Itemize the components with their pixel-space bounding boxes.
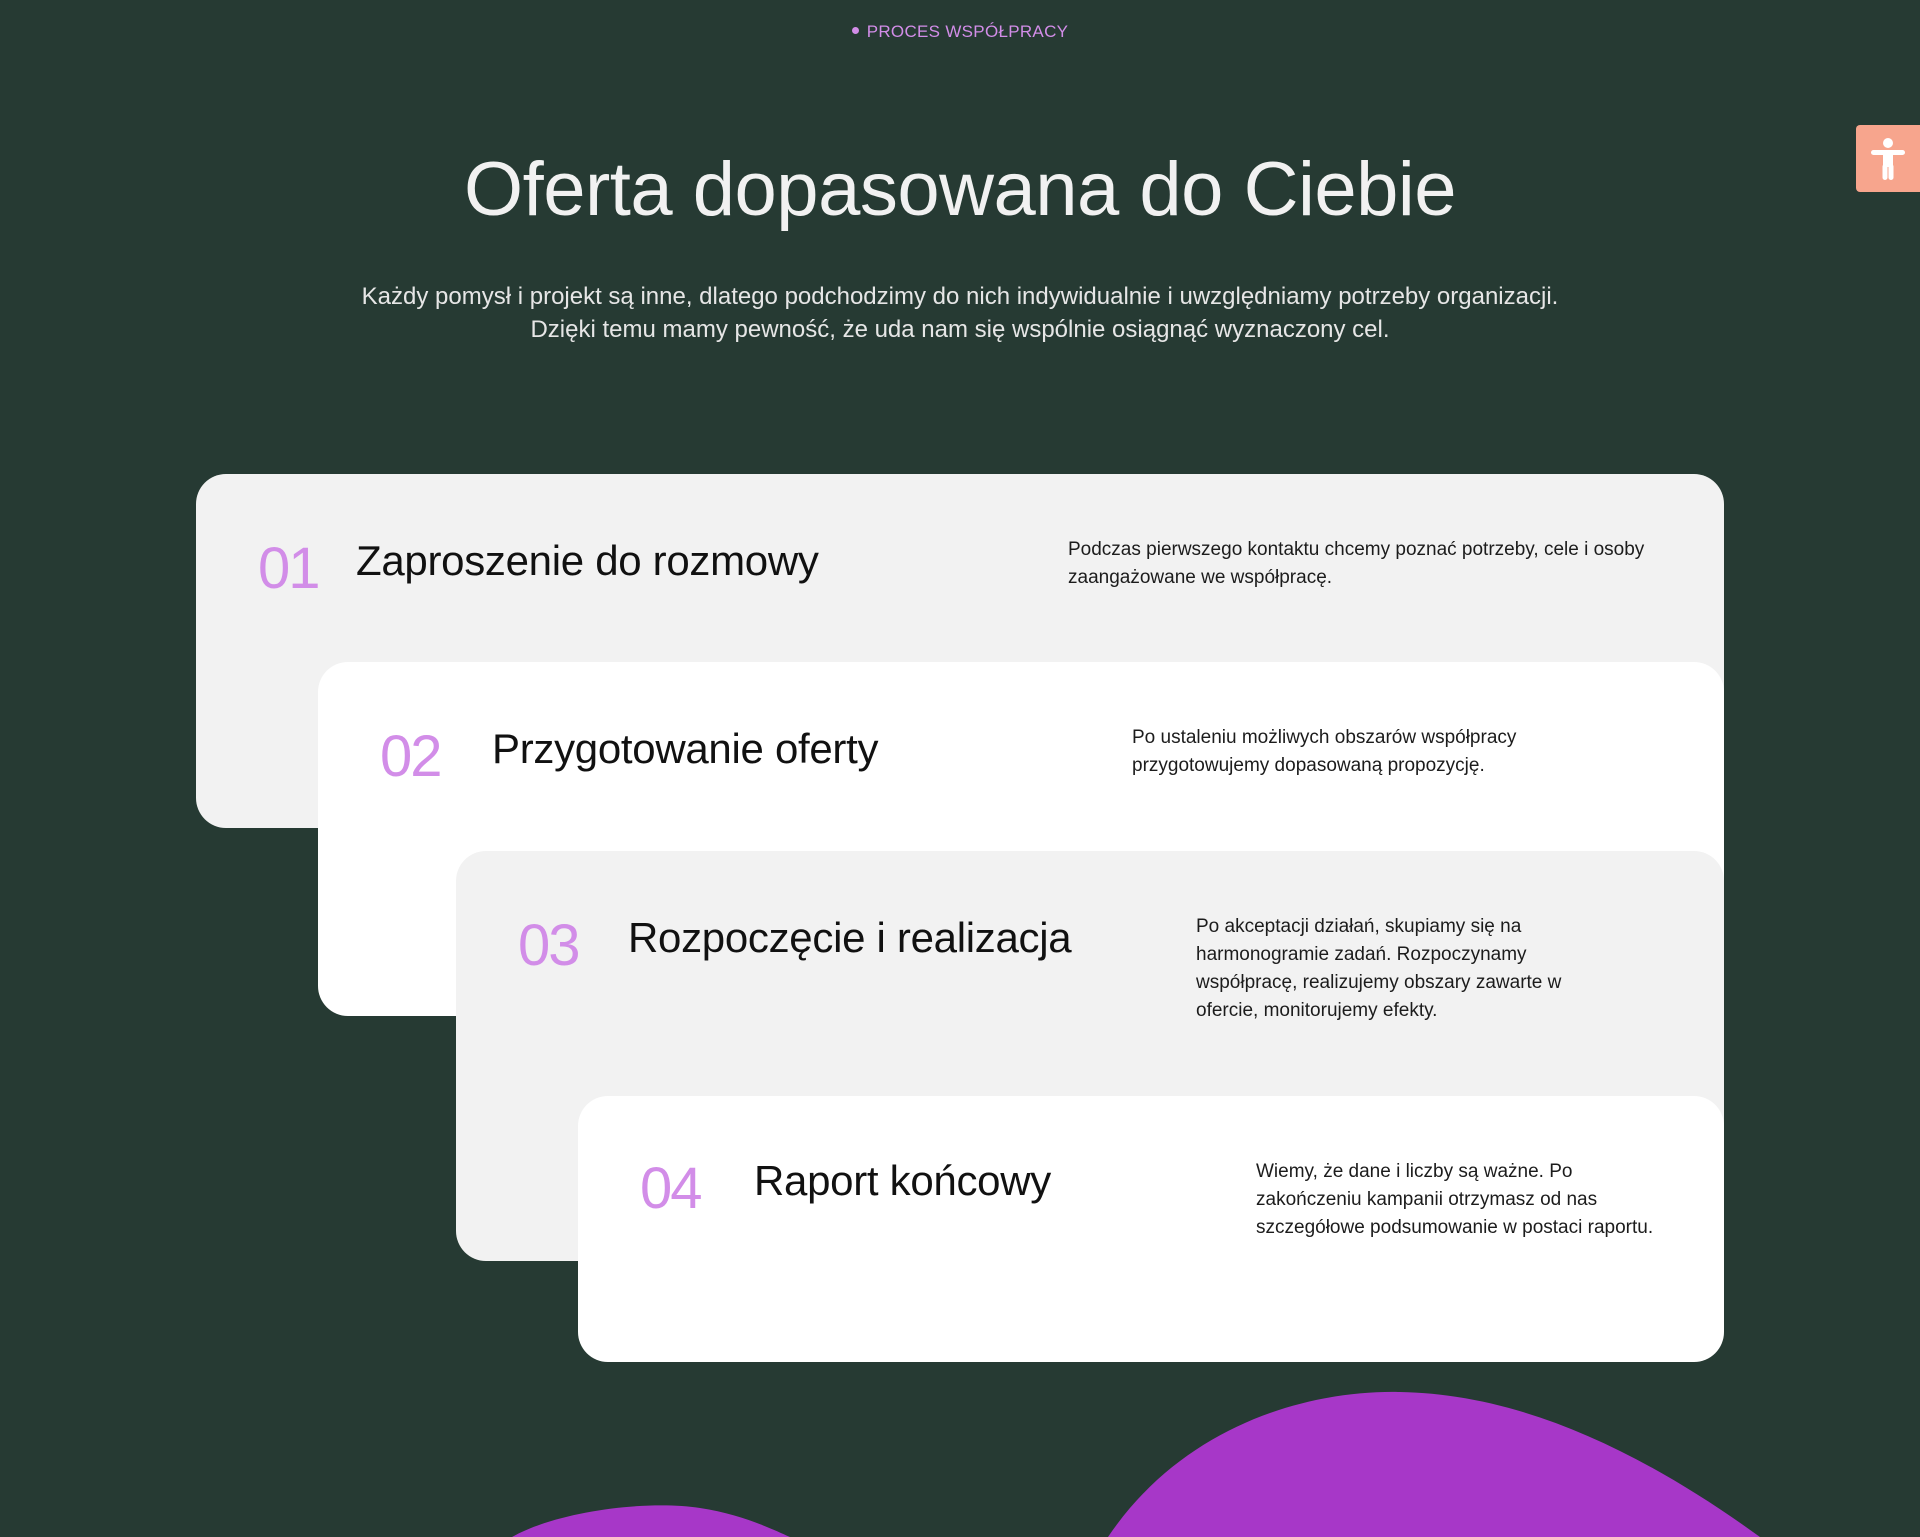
step-card-4 [578,1096,1724,1362]
eyebrow-dot [852,27,859,34]
step-title: Rozpoczęcie i realizacja [628,914,1072,961]
step-description: Po ustaleniu możliwych obszarów współpracy przygotowujemy dopasowaną propozycję. [1132,727,1517,776]
accessibility-button[interactable] [1856,125,1920,192]
step-number: 03 [518,913,579,978]
section-eyebrow [0,22,1920,42]
step-description: Po akceptacji działań, skupiamy się na harmonogramie zadań. Rozpoczynamy współpracę, realizujemy obszary zawarte w ofercie, monitorujemy efekty. [1196,916,1562,1021]
decorative-blobs [0,1370,1920,1537]
step-description: Podczas pierwszego kontaktu chcemy poznać potrzeby, cele i osoby zaangażowane we współpracę. [1068,539,1645,588]
step-title: Przygotowanie oferty [492,725,879,772]
step-number: 02 [380,724,441,789]
section-title: Oferta dopasowana do Ciebie [463,147,1457,232]
step-title: Raport końcowy [754,1157,1051,1204]
section-lead: Każdy pomysł i projekt są inne, dlatego podchodzimy do nich indywidualnie i uwzględniamy potrzeby organizacji. Dzięki temu mamy pewność, że uda nam się wspólnie osiągnąć wyznaczony cel. [361,283,1559,343]
step-description: Wiemy, że dane i liczby są ważne. Po zakończeniu kampanii otrzymasz od nas szczegółowe podsumowanie w postaci raportu. [1256,1161,1654,1238]
eyebrow-label: PROCES WSPÓŁPRACY [866,22,1069,41]
step-title: Zaproszenie do rozmowy [356,537,819,584]
step-number: 01 [258,536,319,601]
step-number: 04 [640,1156,701,1221]
accessibility-person-icon [1868,137,1908,181]
